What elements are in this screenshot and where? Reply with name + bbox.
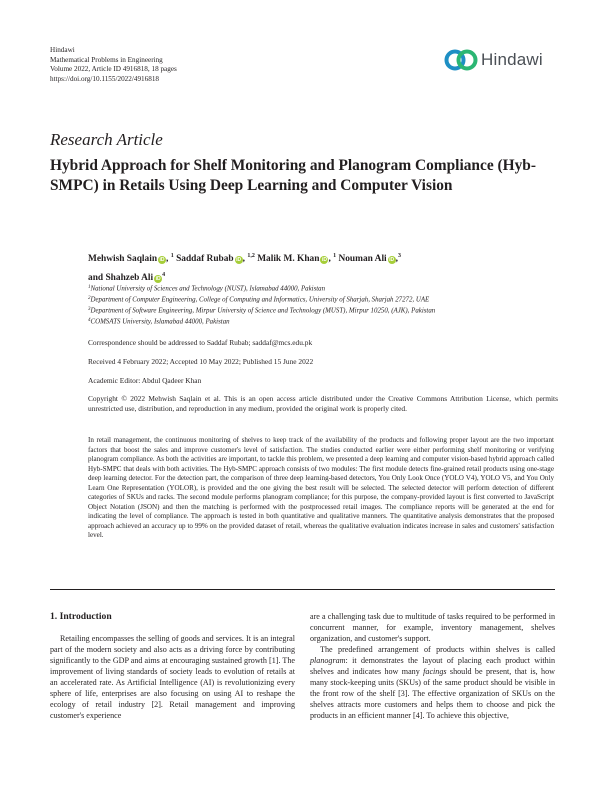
author-name: Nouman Ali — [338, 254, 387, 264]
emphasis-term: planogram — [310, 656, 346, 666]
journal-publisher: Hindawi — [50, 46, 75, 54]
journal-volume: Volume 2022, Article ID 4916818, 18 pages — [50, 65, 177, 74]
paper-title: Hybrid Approach for Shelf Monitoring and Planogram Compliance (Hyb-SMPC) in Retails Using Deep Learning and Computer Vision — [50, 157, 536, 194]
author-affiliation-number: 1,2 — [247, 253, 255, 259]
section-divider — [50, 589, 555, 590]
correspondence: Correspondence should be addressed to Saddaf Rubab; saddaf@mcs.edu.pk — [88, 338, 313, 347]
body-paragraph: The predefined arrangement of products within shelves is called planogram: it demonstrates the layout of placing each product within shelves and indicates how many facings should be present, that is, how many stock-keeping units (SKUs) of the same product should be visible in the front row of the shelf [3]. The effective organization of SKUs on the shelves attracts more customers and helps them to choose and pick the products in an efficient manner [4]. To achieve this objective, — [310, 645, 555, 721]
section-heading-introduction: 1. Introduction — [50, 611, 112, 622]
emphasis-term: facings — [423, 667, 447, 677]
journal-name: Mathematical Problems in Engineering — [50, 55, 163, 64]
orcid-icon[interactable]: iD — [389, 257, 395, 263]
author-name: and Shahzeb Ali — [88, 273, 154, 283]
affiliation-item: $^4$COMSATS University, Islamabad 44000, Pakistan — [88, 318, 230, 326]
author-name: Saddaf Rubab — [176, 254, 234, 264]
author-name: Mehwish Saqlain — [88, 254, 158, 264]
left-column — [50, 611, 295, 721]
author-affiliation-number: 1 — [333, 253, 337, 259]
publication-dates: Received 4 February 2022; Accepted 10 May 2022; Published 15 June 2022 — [88, 357, 314, 366]
abstract: In retail management, the continuous monitoring of shelves to keep track of the availability of the products and following proper layout are the two important factors that boost the sales and improve customer's level of satisfaction. The studies conducted earlier were either performing shelf monitoring or verifying planogram compliance. As both the activities are important, to tackle this problem, we presented a deep learning and computer vision-based hybrid approach called Hyb-SMPC that deals with both activities. The Hyb-SMPC approach consists of two modules: The first module detects fine-grained retail products using one-stage deep learning detector. For the detection part, the comparison of three deep learning-based detectors, You Only Look Once (YOLO V4), YOLO V5, and You Only Learn One Representation (YOLOR), is provided and the one giving the best result will be selected. The selected detector will perform detection of different categories of SKUs and racks. The second module performs planogram compliance; for this purpose, the company-provided layout is first converted to JavaScript Object Notation (JSON) and then the matching is performed with the postprocessed retail images. The compliance reports will be generated at the end for indicating the level of compliance. The approach is tested in both quantitative and qualitative manners. The quantitative analysis demonstrates that the proposed approach achieved an accuracy up to 99% on the provided dataset of retail, whereas the qualitative evaluation indicates increase in sales and customers' satisfaction level. — [88, 436, 554, 540]
author-affiliation-number: 3 — [398, 253, 402, 259]
orcid-icon[interactable]: iD — [155, 276, 161, 282]
author-name: Malik M. Khan — [257, 254, 320, 264]
academic-editor: Academic Editor: Abdul Qadeer Khan — [88, 376, 202, 385]
hindawi-logo — [444, 48, 543, 72]
author-affiliation-number: 4 — [162, 272, 166, 278]
body-paragraph: are a challenging task due to multitude of tasks required to be performed in concurrent manner, for example, inventory management, shelves organization, and customer's support. — [310, 612, 555, 644]
journal-doi[interactable]: https://doi.org/10.1155/2022/4916818 — [50, 74, 160, 83]
right-column — [310, 611, 555, 721]
affiliation-item: $^2$Department of Computer Engineering, College of Computing and Informatics, University of Sharjah, Sharjah 27272, UAE — [88, 296, 430, 304]
orcid-icon[interactable]: iD — [321, 257, 327, 263]
body-paragraph: Retailing encompasses the selling of goods and services. It is an integral part of the modern society and also acts as a driving force by contributing significantly to the GDP and aims at encouraging sustained growth [1]. The improvement of living standards of society leads to evolution of retails at an accelerated rate. As Artificial Intelligence (AI) is revolutionizing every sphere of life, enterprises are also focusing on using AI to reshape the ecology of retail industry [2]. Retail management and improving customer's experience — [50, 634, 295, 721]
hindawi-logo-icon — [444, 48, 478, 72]
orcid-icon[interactable]: iD — [159, 257, 165, 263]
affiliation-item: $^3$Department of Software Engineering, Mirpur University of Science and Technology (MUST), Mirpur 10250, (AJK), Pakistan — [88, 307, 436, 315]
orcid-icon[interactable]: iD — [236, 257, 242, 263]
affiliation-list — [88, 283, 568, 327]
journal-info — [50, 46, 177, 84]
affiliation-item: $^1$National University of Sciences and Technology (NUST), Islamabad 44000, Pakistan — [88, 285, 326, 293]
author-affiliation-number: 1 — [170, 253, 174, 259]
article-type: Research Article — [50, 130, 163, 149]
hindawi-logo-text: Hindawi — [481, 50, 543, 69]
copyright-notice: Copyright © 2022 Mehwish Saqlain et al. This is an open access article distributed under the Creative Commons Attribution License, which permits unrestricted use, distribution, and reproduction in any medium, provided the original work is properly cited. — [88, 394, 558, 413]
author-list: Mehwish Saqlain iD , $^1$ Saddaf Rubab iD , $^{1,2}$ Malik M. Khan iD , $^1$ Nouman Ali iD ,$^3$ and Shahzeb Ali $iD^4$ — [88, 253, 402, 283]
